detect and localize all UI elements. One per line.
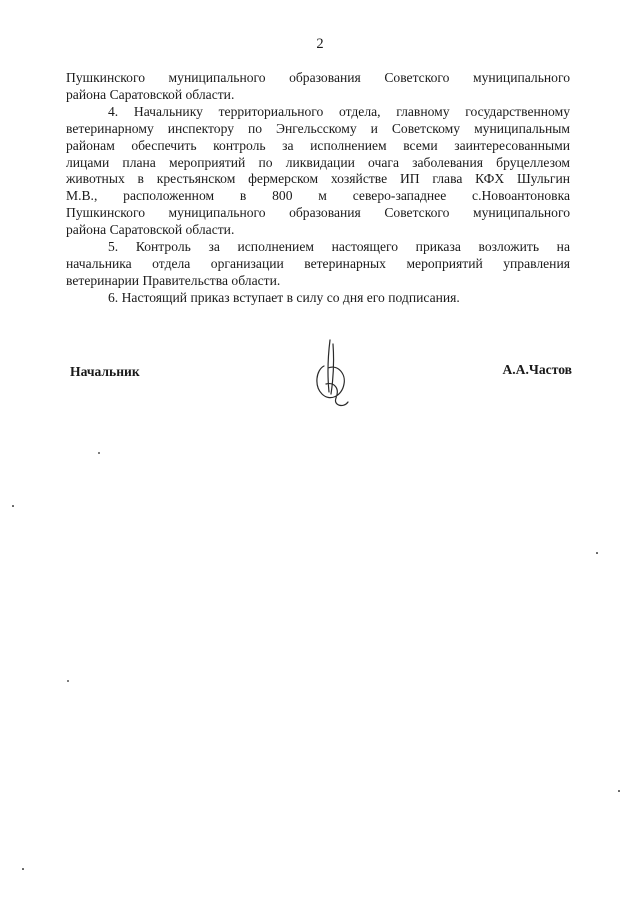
text-line: Пушкинского муниципального образования Советского муниципального [66,205,570,221]
scan-speck [618,790,620,792]
document-body [66,70,570,307]
text-line: 5. Контроль за исполнением настоящего приказа возложить на [108,239,570,255]
text-line: лицами плана мероприятий по ликвидации очага заболевания бруцеллезом [66,154,570,170]
text-line: начальника отдела организации ветеринарных мероприятий управления [66,255,570,271]
signer-title: Начальник [70,364,140,379]
text-line: Пушкинского муниципального образования Советского муниципального [66,70,570,85]
paragraph-item-4 [66,104,570,239]
text-line: района Саратовской области. [66,86,235,102]
paragraph-item-5 [66,239,570,290]
scan-speck [67,680,69,682]
text-line: животных в крестьянском фермерском хозяйстве ИП глава КФХ Шульгин [66,171,570,187]
scan-speck [12,505,14,507]
text-line: района Саратовской области. [66,222,235,238]
text-line: 6. Настоящий приказ вступает в силу со дня его подписания. [108,289,460,305]
handwritten-signature [300,336,360,410]
text-line: ветеринарному инспектору по Энгельсскому и Советскому муниципальным [66,120,570,136]
scan-speck [22,868,24,870]
scan-speck [596,552,598,554]
paragraph-item-6 [66,290,570,307]
page-number: 2 [316,36,324,52]
signer-name: А.А.Частов [502,362,572,377]
scan-speck [98,452,100,454]
text-line: М.В., расположенном в 800 м северо-западнее с.Новоантоновка [66,188,570,204]
paragraph-continuation [66,70,570,104]
text-line: ветеринарии Правительства области. [66,272,281,288]
text-line: 4. Начальнику территориального отдела, главному государственному [108,103,570,119]
text-line: районам обеспечить контроль за исполнением всеми заинтересованными [66,137,570,153]
